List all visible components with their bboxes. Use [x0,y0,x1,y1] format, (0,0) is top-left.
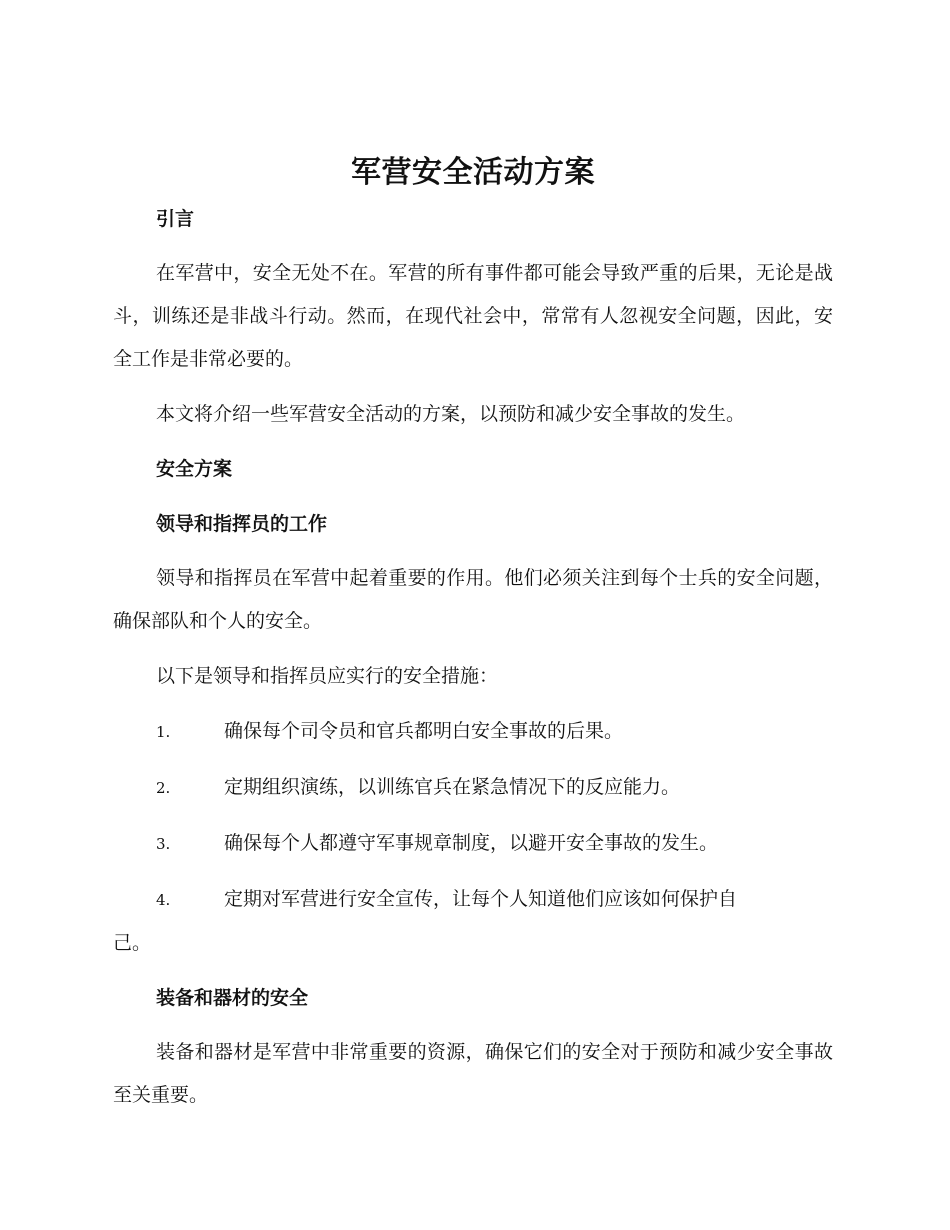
measures-list [113,710,833,965]
heading-intro: 引言 [156,208,195,230]
list-item [113,822,833,866]
list-item-number: 2. [156,779,171,797]
list-item-text: 确保每个人都遵守军事规章制度，以避开安全事故的发生。 [224,832,719,854]
paragraph-leader-2: 以下是领导和指挥员应实行的安全措施： [156,665,499,687]
heading-leader-work: 领导和指挥员的工作 [156,513,328,535]
list-item [113,710,833,754]
paragraph-intro-1: 在军营中，安全无处不在。军营的所有事件都可能会导致严重的后果，无论是战斗，训练还是非战斗行动。然而，在现代社会中，常常有人忽视安全问题，因此，安全工作是非常必要的。 [113,262,833,370]
document-body [113,148,833,1117]
list-item-number: 1. [156,723,171,741]
paragraph-equipment-1: 装备和器材是军营中非常重要的资源，确保它们的安全对于预防和减少安全事故至关重要。 [113,1041,833,1106]
list-item [113,878,833,965]
list-item-text: 定期组织演练，以训练官兵在紧急情况下的反应能力。 [224,776,681,798]
paragraph-leader-1: 领导和指挥员在军营中起着重要的作用。他们必须关注到每个士兵的安全问题，确保部队和个人的安全。 [113,567,833,632]
list-item-text: 定期对军营进行安全宣传，让每个人知道他们应该如何保护自 [224,888,738,910]
list-item-number: 4. [156,891,171,909]
list-item [113,766,833,810]
heading-equipment: 装备和器材的安全 [156,987,309,1009]
list-item-number: 3. [156,835,171,853]
document-title: 军营安全活动方案 [351,155,595,190]
list-item-text: 确保每个司令员和官兵都明白安全事故的后果。 [224,720,624,742]
paragraph-intro-2: 本文将介绍一些军营安全活动的方案，以预防和减少安全事故的发生。 [156,403,746,425]
heading-safety-plan: 安全方案 [156,458,233,480]
list-item-text-wrap: 己。 [113,932,152,954]
